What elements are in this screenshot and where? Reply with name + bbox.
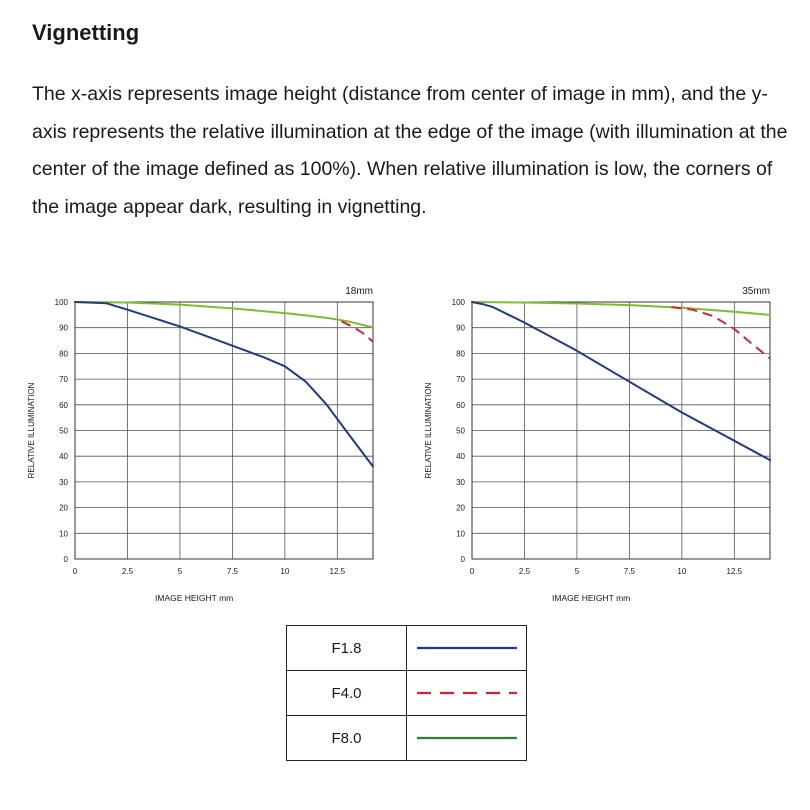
legend-swatch-cell: [407, 626, 527, 671]
x-tick-label: 7.5: [623, 567, 635, 576]
y-tick-label: 100: [451, 298, 465, 307]
y-tick-label: 80: [456, 349, 465, 359]
series-line-f4-0: [671, 307, 770, 358]
series-line-f8-0: [75, 302, 373, 327]
y-tick-label: 60: [456, 400, 465, 410]
x-tick-label: 12.5: [329, 567, 346, 576]
y-axis-label: RELATIVE ILLUMINATION: [424, 382, 433, 479]
series-line-f8-0: [472, 302, 770, 315]
legend-swatch: [417, 643, 517, 653]
legend-swatch: [417, 733, 517, 743]
y-tick-label: 10: [59, 529, 68, 539]
y-tick-label: 100: [54, 298, 68, 307]
chart-title-35mm: 35mm: [742, 286, 770, 297]
x-axis-label: IMAGE HEIGHT mm: [552, 593, 631, 603]
y-tick-label: 50: [456, 426, 465, 436]
vignetting-chart-35mm: [417, 278, 810, 608]
y-tick-label: 80: [59, 349, 68, 359]
legend-label: F4.0: [287, 671, 407, 716]
y-tick-label: 40: [59, 452, 68, 462]
x-tick-label: 7.5: [226, 567, 238, 576]
y-tick-label: 90: [59, 323, 68, 333]
y-tick-label: 70: [456, 375, 465, 385]
page-title: Vignetting: [32, 20, 140, 45]
x-tick-label: 0: [72, 567, 78, 576]
legend-label: F1.8: [287, 626, 407, 671]
chart-svg-35mm: [417, 278, 810, 608]
x-tick-label: 0: [469, 567, 475, 576]
legend-table: [286, 625, 527, 761]
y-tick-label: 20: [59, 503, 68, 513]
chart-title-18mm: 18mm: [345, 286, 373, 297]
x-tick-label: 10: [280, 567, 290, 576]
y-tick-label: 40: [456, 452, 465, 462]
y-tick-label: 50: [59, 426, 68, 436]
legend-row-f8-0: [287, 716, 527, 761]
y-tick-label: 60: [59, 400, 68, 410]
legend-swatch: [417, 688, 517, 698]
vignetting-chart-18mm: [20, 278, 420, 608]
series-line-f1-8: [472, 302, 770, 460]
legend-row-f1-8: [287, 626, 527, 671]
chart-svg-18mm: [20, 278, 420, 608]
x-tick-label: 10: [677, 567, 687, 576]
y-tick-label: 0: [63, 555, 68, 564]
x-tick-label: 2.5: [518, 567, 531, 576]
x-tick-label: 5: [177, 567, 183, 576]
x-tick-label: 5: [574, 567, 580, 576]
y-tick-label: 20: [456, 503, 465, 513]
y-tick-label: 70: [59, 375, 68, 385]
y-tick-label: 90: [456, 323, 465, 333]
legend-swatch-cell: [407, 671, 527, 716]
x-axis-label: IMAGE HEIGHT mm: [155, 593, 234, 603]
legend-row-f4-0: [287, 671, 527, 716]
y-tick-label: 10: [456, 529, 465, 539]
y-tick-label: 30: [59, 477, 68, 487]
y-tick-label: 30: [456, 477, 465, 487]
legend-label: F8.0: [287, 716, 407, 761]
x-tick-label: 2.5: [121, 567, 134, 576]
x-tick-label: 12.5: [726, 567, 743, 576]
y-tick-label: 0: [460, 555, 465, 564]
y-axis-label: RELATIVE ILLUMINATION: [27, 382, 36, 479]
series-line-f1-8: [75, 302, 373, 467]
description-text: The x-axis represents image height (distance from center of image in mm), and the y-axis represents the relative illumination at the edge of the image (with illumination at the center of the image defined as 100%). When relative illumination is low, the corners of the image appear dark, resulting in vignetting.: [32, 83, 788, 218]
legend-swatch-cell: [407, 716, 527, 761]
